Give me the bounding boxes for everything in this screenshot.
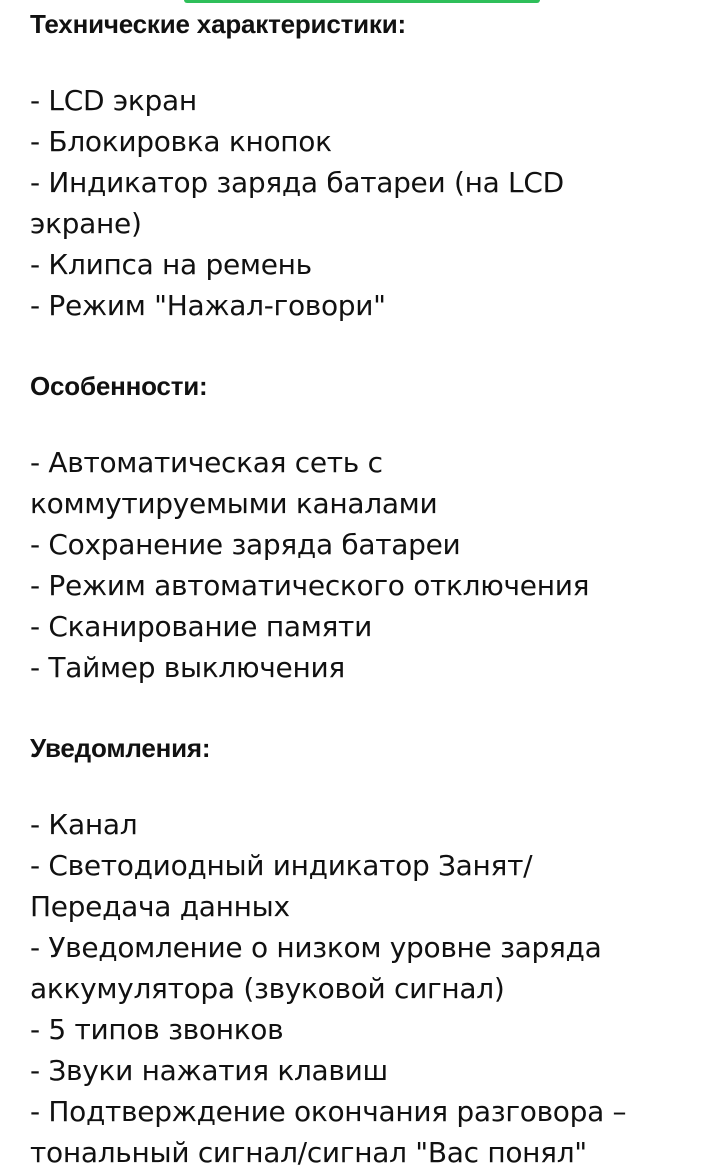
notification-list (30, 804, 702, 1173)
list-item: - Клипса на ремень (30, 248, 312, 281)
list-item: - Автоматическая сеть с (30, 446, 383, 479)
list-item: - Индикатор заряда батареи (на LCD (30, 166, 564, 199)
list-item: Передача данных (30, 890, 290, 923)
section-notifications (30, 730, 702, 1173)
spec-list (30, 80, 702, 326)
list-item: - Подтверждение окончания разговора – (30, 1095, 627, 1128)
list-item: экране) (30, 207, 142, 240)
list-item: - LCD экран (30, 84, 197, 117)
list-item: - Таймер выключения (30, 651, 345, 684)
list-item: тональный сигнал/сигнал "Вас понял" (30, 1136, 587, 1169)
list-item: - 5 типов звонков (30, 1013, 284, 1046)
list-item: - Режим "Нажал-говори" (30, 289, 386, 322)
list-item: - Сохранение заряда батареи (30, 528, 461, 561)
feature-list (30, 442, 702, 688)
section-title: Особенности: (30, 371, 208, 401)
list-item: - Блокировка кнопок (30, 125, 332, 158)
list-item: аккумулятора (звуковой сигнал) (30, 972, 505, 1005)
section-features (30, 368, 702, 688)
list-item: - Уведомление о низком уровне заряда (30, 931, 602, 964)
list-item: - Режим автоматического отключения (30, 569, 590, 602)
list-item: - Звуки нажатия клавиш (30, 1054, 388, 1087)
list-item: - Канал (30, 808, 138, 841)
message-text-body (30, 0, 702, 1173)
section-specifications (30, 6, 702, 326)
section-title: Технические характеристики: (30, 9, 406, 39)
section-title: Уведомления: (30, 733, 211, 763)
list-item: - Светодиодный индикатор Занят/ (30, 849, 533, 882)
list-item: коммутируемыми каналами (30, 487, 438, 520)
list-item: - Сканирование памяти (30, 610, 372, 643)
